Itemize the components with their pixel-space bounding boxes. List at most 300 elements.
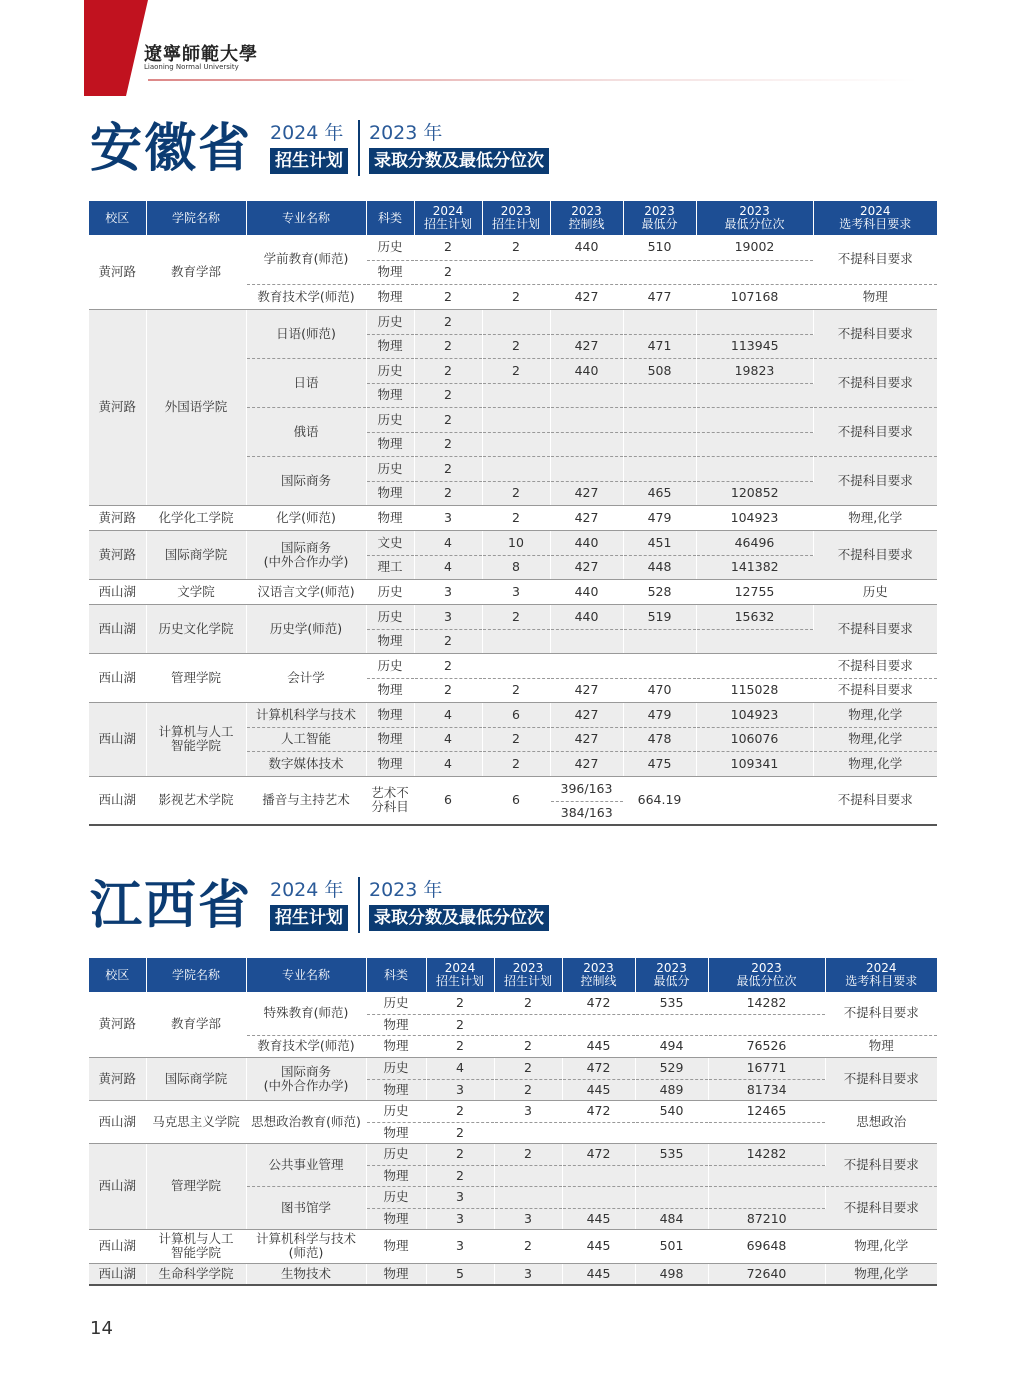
table-cell: 不提科目要求 xyxy=(825,992,937,1035)
table-cell xyxy=(635,1014,708,1035)
table-cell: 物理 xyxy=(366,432,414,456)
table-cell: 4 xyxy=(414,727,482,751)
table-cell xyxy=(635,1186,708,1208)
table-row xyxy=(89,702,937,727)
table-cell: 国际商学院 xyxy=(146,530,246,579)
table-row xyxy=(89,309,937,334)
table-cell: 2 xyxy=(482,678,550,702)
university-logo: 遼寧師範大學 xyxy=(144,44,258,65)
table-cell: 3 xyxy=(426,1208,494,1229)
table-cell: 4 xyxy=(414,555,482,579)
table-cell: 计算机与人工 智能学院 xyxy=(146,1229,246,1263)
table-cell: 448 xyxy=(623,555,696,579)
table-cell: 播音与主持艺术 xyxy=(246,776,366,825)
table-cell: 427 xyxy=(550,505,623,530)
table-cell: 2 xyxy=(494,992,562,1014)
table-cell: 历史 xyxy=(366,235,414,260)
table-cell: 物理,化学 xyxy=(813,702,937,727)
table-cell: 2 xyxy=(414,235,482,260)
table-cell: 历史文化学院 xyxy=(146,604,246,653)
table-cell: 物理 xyxy=(366,678,414,702)
table-cell: 3 xyxy=(426,1079,494,1100)
table-cell: 物理 xyxy=(366,383,414,407)
table-cell: 管理学院 xyxy=(146,653,246,702)
table-cell: 思想政治教育(师范) xyxy=(246,1100,366,1143)
table-cell: 2 xyxy=(482,358,550,383)
column-header: 科类 xyxy=(366,958,426,992)
table-row xyxy=(89,1057,937,1079)
table-cell: 教育技术学(师范) xyxy=(246,1035,366,1057)
table-row xyxy=(89,579,937,604)
table-cell: 不提科目要求 xyxy=(825,1057,937,1100)
table-cell: 历史 xyxy=(366,604,414,629)
table-cell: 2 xyxy=(426,1122,494,1143)
table-cell: 物理 xyxy=(366,629,414,653)
table-cell: 2 xyxy=(494,1229,562,1263)
table-cell: 日语(师范) xyxy=(246,309,366,358)
table-cell: 计算机科学与技术 (师范) xyxy=(246,1229,366,1263)
table-cell: 2 xyxy=(414,481,482,505)
table-cell: 508 xyxy=(623,358,696,383)
table-cell: 2 xyxy=(426,1035,494,1057)
table-cell: 2 xyxy=(482,235,550,260)
table-cell: 2 xyxy=(414,456,482,481)
table-cell: 物理,化学 xyxy=(825,1263,937,1285)
column-header: 2024 选考科目要求 xyxy=(825,958,937,992)
table-cell: 影视艺术学院 xyxy=(146,776,246,825)
table-cell: 494 xyxy=(635,1035,708,1057)
table-row xyxy=(89,776,937,801)
table-cell: 教育学部 xyxy=(146,235,246,309)
column-header: 学院名称 xyxy=(146,958,246,992)
table-cell: 535 xyxy=(635,992,708,1014)
table-cell: 计算机科学与技术 xyxy=(246,702,366,727)
table-cell xyxy=(623,456,696,481)
anhui-section-header xyxy=(90,118,590,180)
table-cell: 历史 xyxy=(366,1143,426,1165)
table-cell: 440 xyxy=(550,235,623,260)
table-cell xyxy=(696,629,813,653)
table-cell: 2 xyxy=(414,260,482,284)
anhui-admission-table xyxy=(89,201,937,826)
year-2023-label: 2023 年 xyxy=(369,879,443,901)
table-cell: 115028 xyxy=(696,678,813,702)
column-header: 2023 招生计划 xyxy=(494,958,562,992)
table-cell: 498 xyxy=(635,1263,708,1285)
table-cell: 107168 xyxy=(696,284,813,309)
table-cell: 484 xyxy=(635,1208,708,1229)
table-row xyxy=(89,530,937,555)
year-2024-label: 2024 年 xyxy=(270,879,344,901)
table-cell: 2 xyxy=(482,505,550,530)
table-cell: 2 xyxy=(482,751,550,776)
table-cell: 479 xyxy=(623,702,696,727)
table-cell: 445 xyxy=(562,1079,635,1100)
table-cell: 113945 xyxy=(696,334,813,358)
table-cell: 物理 xyxy=(825,1035,937,1057)
table-cell xyxy=(696,653,813,678)
table-cell: 黄河路 xyxy=(89,530,146,579)
jiangxi-section-header xyxy=(90,875,590,937)
table-cell: 黄河路 xyxy=(89,309,146,505)
table-cell xyxy=(696,383,813,407)
table-cell xyxy=(696,432,813,456)
table-cell: 物理 xyxy=(813,284,937,309)
table-cell: 历史 xyxy=(366,1186,426,1208)
table-cell xyxy=(494,1186,562,1208)
table-cell: 不提科目要求 xyxy=(813,678,937,702)
table-row xyxy=(89,1100,937,1122)
table-cell xyxy=(494,1014,562,1035)
column-header: 专业名称 xyxy=(246,201,366,235)
table-cell: 外国语学院 xyxy=(146,309,246,505)
table-cell: 2 xyxy=(482,334,550,358)
table-cell xyxy=(623,432,696,456)
score-tag: 录取分数及最低分位次 xyxy=(369,148,549,174)
table-cell: 教育技术学(师范) xyxy=(246,284,366,309)
table-cell: 427 xyxy=(550,702,623,727)
province-title: 江西省 xyxy=(90,876,253,936)
table-cell: 2 xyxy=(414,653,482,678)
table-cell: 历史 xyxy=(366,358,414,383)
table-cell: 物理 xyxy=(366,702,414,727)
table-cell: 物理 xyxy=(366,284,414,309)
table-cell xyxy=(696,776,813,825)
table-cell: 物理 xyxy=(366,1263,426,1285)
province-title: 安徽省 xyxy=(90,119,253,179)
table-cell xyxy=(482,456,550,481)
table-cell xyxy=(708,1122,825,1143)
header-red-bar xyxy=(84,0,126,96)
table-cell: 不提科目要求 xyxy=(813,530,937,579)
table-cell: 西山湖 xyxy=(89,1263,146,1285)
table-header xyxy=(89,958,937,992)
table-cell: 16771 xyxy=(708,1057,825,1079)
table-cell: 384/163 xyxy=(550,801,623,825)
table-cell: 427 xyxy=(550,555,623,579)
table-cell: 2 xyxy=(494,1143,562,1165)
table-cell: 不提科目要求 xyxy=(825,1143,937,1186)
table-cell xyxy=(623,309,696,334)
table-cell: 汉语言文学(师范) xyxy=(246,579,366,604)
table-cell: 445 xyxy=(562,1208,635,1229)
table-cell: 14282 xyxy=(708,1143,825,1165)
table-cell: 664.19 xyxy=(623,776,696,825)
table-cell: 472 xyxy=(562,1057,635,1079)
table-cell: 历史 xyxy=(366,309,414,334)
table-cell xyxy=(623,629,696,653)
table-cell xyxy=(482,383,550,407)
table-cell: 2 xyxy=(494,1035,562,1057)
table-row xyxy=(89,505,937,530)
table-cell: 2 xyxy=(426,1165,494,1186)
table-cell: 396/163 xyxy=(550,776,623,801)
table-cell: 西山湖 xyxy=(89,604,146,653)
table-cell: 12465 xyxy=(708,1100,825,1122)
table-cell: 445 xyxy=(562,1263,635,1285)
table-cell: 西山湖 xyxy=(89,776,146,825)
table-cell: 数字媒体技术 xyxy=(246,751,366,776)
table-cell: 81734 xyxy=(708,1079,825,1100)
table-cell: 不提科目要求 xyxy=(813,776,937,825)
table-cell xyxy=(708,1014,825,1035)
table-cell: 451 xyxy=(623,530,696,555)
table-cell: 3 xyxy=(414,505,482,530)
table-cell: 2 xyxy=(414,407,482,432)
table-cell: 物理,化学 xyxy=(813,505,937,530)
table-cell xyxy=(562,1165,635,1186)
table-cell: 国际商务 (中外合作办学) xyxy=(246,530,366,579)
column-header: 2023 最低分 xyxy=(623,201,696,235)
table-row xyxy=(89,1263,937,1285)
column-header: 2024 招生计划 xyxy=(414,201,482,235)
table-cell: 2 xyxy=(414,629,482,653)
table-cell: 不提科目要求 xyxy=(813,456,937,505)
table-cell: 2 xyxy=(426,1014,494,1035)
table-cell: 物理 xyxy=(366,260,414,284)
table-cell xyxy=(482,432,550,456)
table-cell: 519 xyxy=(623,604,696,629)
table-cell: 3 xyxy=(482,579,550,604)
table-cell: 6 xyxy=(482,702,550,727)
column-header: 2023 控制线 xyxy=(562,958,635,992)
table-cell: 4 xyxy=(426,1057,494,1079)
table-cell: 理工 xyxy=(366,555,414,579)
table-cell: 西山湖 xyxy=(89,702,146,776)
table-cell: 3 xyxy=(414,579,482,604)
table-cell: 472 xyxy=(562,1143,635,1165)
table-cell: 日语 xyxy=(246,358,366,407)
table-cell: 109341 xyxy=(696,751,813,776)
table-cell: 历史 xyxy=(813,579,937,604)
table-row xyxy=(89,1229,937,1263)
table-cell: 人工智能 xyxy=(246,727,366,751)
table-cell: 物理 xyxy=(366,1208,426,1229)
table-cell: 15632 xyxy=(696,604,813,629)
table-row xyxy=(89,653,937,678)
table-cell: 计算机与人工 智能学院 xyxy=(146,702,246,776)
table-cell: 2 xyxy=(414,358,482,383)
table-cell: 生命科学学院 xyxy=(146,1263,246,1285)
table-row xyxy=(89,235,937,260)
table-cell: 西山湖 xyxy=(89,1100,146,1143)
table-cell: 529 xyxy=(635,1057,708,1079)
table-cell: 2 xyxy=(482,284,550,309)
jiangxi-admission-table xyxy=(89,958,937,1286)
table-cell: 艺术不 分科目 xyxy=(366,776,414,825)
table-cell: 西山湖 xyxy=(89,579,146,604)
table-cell: 445 xyxy=(562,1035,635,1057)
column-header: 科类 xyxy=(366,201,414,235)
table-cell: 2 xyxy=(426,1143,494,1165)
table-cell: 历史 xyxy=(366,992,426,1014)
table-cell: 历史 xyxy=(366,456,414,481)
table-cell: 物理 xyxy=(366,1229,426,1263)
table-cell xyxy=(550,383,623,407)
table-cell: 不提科目要求 xyxy=(813,358,937,407)
table-cell: 2 xyxy=(414,309,482,334)
table-cell: 3 xyxy=(414,604,482,629)
table-cell: 黄河路 xyxy=(89,505,146,530)
table-cell: 2 xyxy=(482,604,550,629)
header-separator xyxy=(358,877,360,933)
table-cell: 西山湖 xyxy=(89,653,146,702)
column-header: 2024 选考科目要求 xyxy=(813,201,937,235)
table-cell xyxy=(708,1165,825,1186)
table-cell: 文史 xyxy=(366,530,414,555)
table-cell: 465 xyxy=(623,481,696,505)
column-header: 校区 xyxy=(89,958,146,992)
table-cell: 46496 xyxy=(696,530,813,555)
table-cell xyxy=(623,653,696,678)
table-cell: 管理学院 xyxy=(146,1143,246,1229)
table-cell: 马克思主义学院 xyxy=(146,1100,246,1143)
table-cell: 478 xyxy=(623,727,696,751)
table-cell: 510 xyxy=(623,235,696,260)
table-cell xyxy=(494,1165,562,1186)
table-cell xyxy=(494,1122,562,1143)
table-cell xyxy=(550,260,623,284)
table-cell: 427 xyxy=(550,334,623,358)
year-2023-label: 2023 年 xyxy=(369,122,443,144)
table-cell xyxy=(482,407,550,432)
table-cell: 8 xyxy=(482,555,550,579)
table-cell xyxy=(635,1165,708,1186)
table-cell: 19823 xyxy=(696,358,813,383)
table-cell: 2 xyxy=(494,1057,562,1079)
table-cell: 黄河路 xyxy=(89,1057,146,1100)
header-separator xyxy=(358,120,360,176)
table-cell: 文学院 xyxy=(146,579,246,604)
table-cell: 公共事业管理 xyxy=(246,1143,366,1186)
table-cell: 427 xyxy=(550,678,623,702)
table-cell: 2 xyxy=(426,1100,494,1122)
table-cell: 120852 xyxy=(696,481,813,505)
table-cell: 黄河路 xyxy=(89,235,146,309)
university-logo-en: Liaoning Normal University xyxy=(144,63,239,71)
table-cell xyxy=(708,1186,825,1208)
table-cell: 不提科目要求 xyxy=(813,407,937,456)
table-cell: 106076 xyxy=(696,727,813,751)
table-cell: 3 xyxy=(426,1186,494,1208)
table-cell: 12755 xyxy=(696,579,813,604)
table-cell xyxy=(482,309,550,334)
table-cell: 72640 xyxy=(708,1263,825,1285)
table-cell: 图书馆学 xyxy=(246,1186,366,1229)
table-cell: 学前教育(师范) xyxy=(246,235,366,284)
table-cell: 化学化工学院 xyxy=(146,505,246,530)
column-header: 2023 控制线 xyxy=(550,201,623,235)
table-cell: 历史 xyxy=(366,407,414,432)
table-cell: 471 xyxy=(623,334,696,358)
table-cell: 历史 xyxy=(366,1100,426,1122)
table-cell: 历史 xyxy=(366,1057,426,1079)
table-cell: 西山湖 xyxy=(89,1229,146,1263)
table-cell: 物理 xyxy=(366,1035,426,1057)
table-cell: 14282 xyxy=(708,992,825,1014)
table-cell: 历史 xyxy=(366,579,414,604)
table-cell: 477 xyxy=(623,284,696,309)
table-cell xyxy=(562,1122,635,1143)
table-cell xyxy=(562,1014,635,1035)
table-cell: 物理,化学 xyxy=(813,727,937,751)
table-cell xyxy=(696,407,813,432)
table-cell: 540 xyxy=(635,1100,708,1122)
page-number: 14 xyxy=(90,1318,113,1339)
table-cell: 472 xyxy=(562,992,635,1014)
table-row xyxy=(89,992,937,1014)
table-cell: 俄语 xyxy=(246,407,366,456)
table-cell xyxy=(550,309,623,334)
table-cell: 西山湖 xyxy=(89,1143,146,1229)
table-cell: 物理 xyxy=(366,751,414,776)
table-cell xyxy=(482,653,550,678)
table-cell: 物理 xyxy=(366,1014,426,1035)
table-cell: 427 xyxy=(550,751,623,776)
table-cell: 物理 xyxy=(366,1122,426,1143)
table-cell: 国际商务 (中外合作办学) xyxy=(246,1057,366,1100)
table-row xyxy=(89,604,937,629)
table-cell: 3 xyxy=(426,1229,494,1263)
table-cell: 440 xyxy=(550,579,623,604)
table-cell: 3 xyxy=(494,1263,562,1285)
table-cell: 不提科目要求 xyxy=(813,235,937,284)
table-cell xyxy=(635,1122,708,1143)
table-cell: 427 xyxy=(550,284,623,309)
score-tag: 录取分数及最低分位次 xyxy=(369,905,549,931)
table-cell: 440 xyxy=(550,358,623,383)
table-cell: 物理 xyxy=(366,1165,426,1186)
table-cell xyxy=(482,260,550,284)
table-cell xyxy=(623,407,696,432)
table-cell: 特殊教育(师范) xyxy=(246,992,366,1035)
column-header: 2024 招生计划 xyxy=(426,958,494,992)
table-cell xyxy=(696,456,813,481)
table-cell: 445 xyxy=(562,1229,635,1263)
table-cell xyxy=(623,260,696,284)
table-cell xyxy=(550,629,623,653)
table-cell: 76526 xyxy=(708,1035,825,1057)
table-cell: 470 xyxy=(623,678,696,702)
table-cell: 物理 xyxy=(366,505,414,530)
table-cell: 历史学(师范) xyxy=(246,604,366,653)
table-cell: 物理 xyxy=(366,481,414,505)
table-cell: 物理 xyxy=(366,1079,426,1100)
column-header: 2023 最低分位次 xyxy=(696,201,813,235)
table-cell: 440 xyxy=(550,604,623,629)
table-cell: 535 xyxy=(635,1143,708,1165)
plan-tag: 招生计划 xyxy=(270,905,348,931)
table-cell: 2 xyxy=(482,727,550,751)
table-cell: 不提科目要求 xyxy=(825,1186,937,1229)
table-cell: 5 xyxy=(426,1263,494,1285)
table-cell: 69648 xyxy=(708,1229,825,1263)
table-row xyxy=(89,1143,937,1165)
plan-tag: 招生计划 xyxy=(270,148,348,174)
table-cell: 427 xyxy=(550,727,623,751)
table-cell: 87210 xyxy=(708,1208,825,1229)
table-cell: 528 xyxy=(623,579,696,604)
table-cell: 生物技术 xyxy=(246,1263,366,1285)
table-cell xyxy=(696,260,813,284)
table-cell: 不提科目要求 xyxy=(813,604,937,653)
table-cell: 472 xyxy=(562,1100,635,1122)
table-cell: 10 xyxy=(482,530,550,555)
table-cell xyxy=(550,407,623,432)
table-cell: 不提科目要求 xyxy=(813,653,937,678)
table-cell: 440 xyxy=(550,530,623,555)
table-cell: 141382 xyxy=(696,555,813,579)
